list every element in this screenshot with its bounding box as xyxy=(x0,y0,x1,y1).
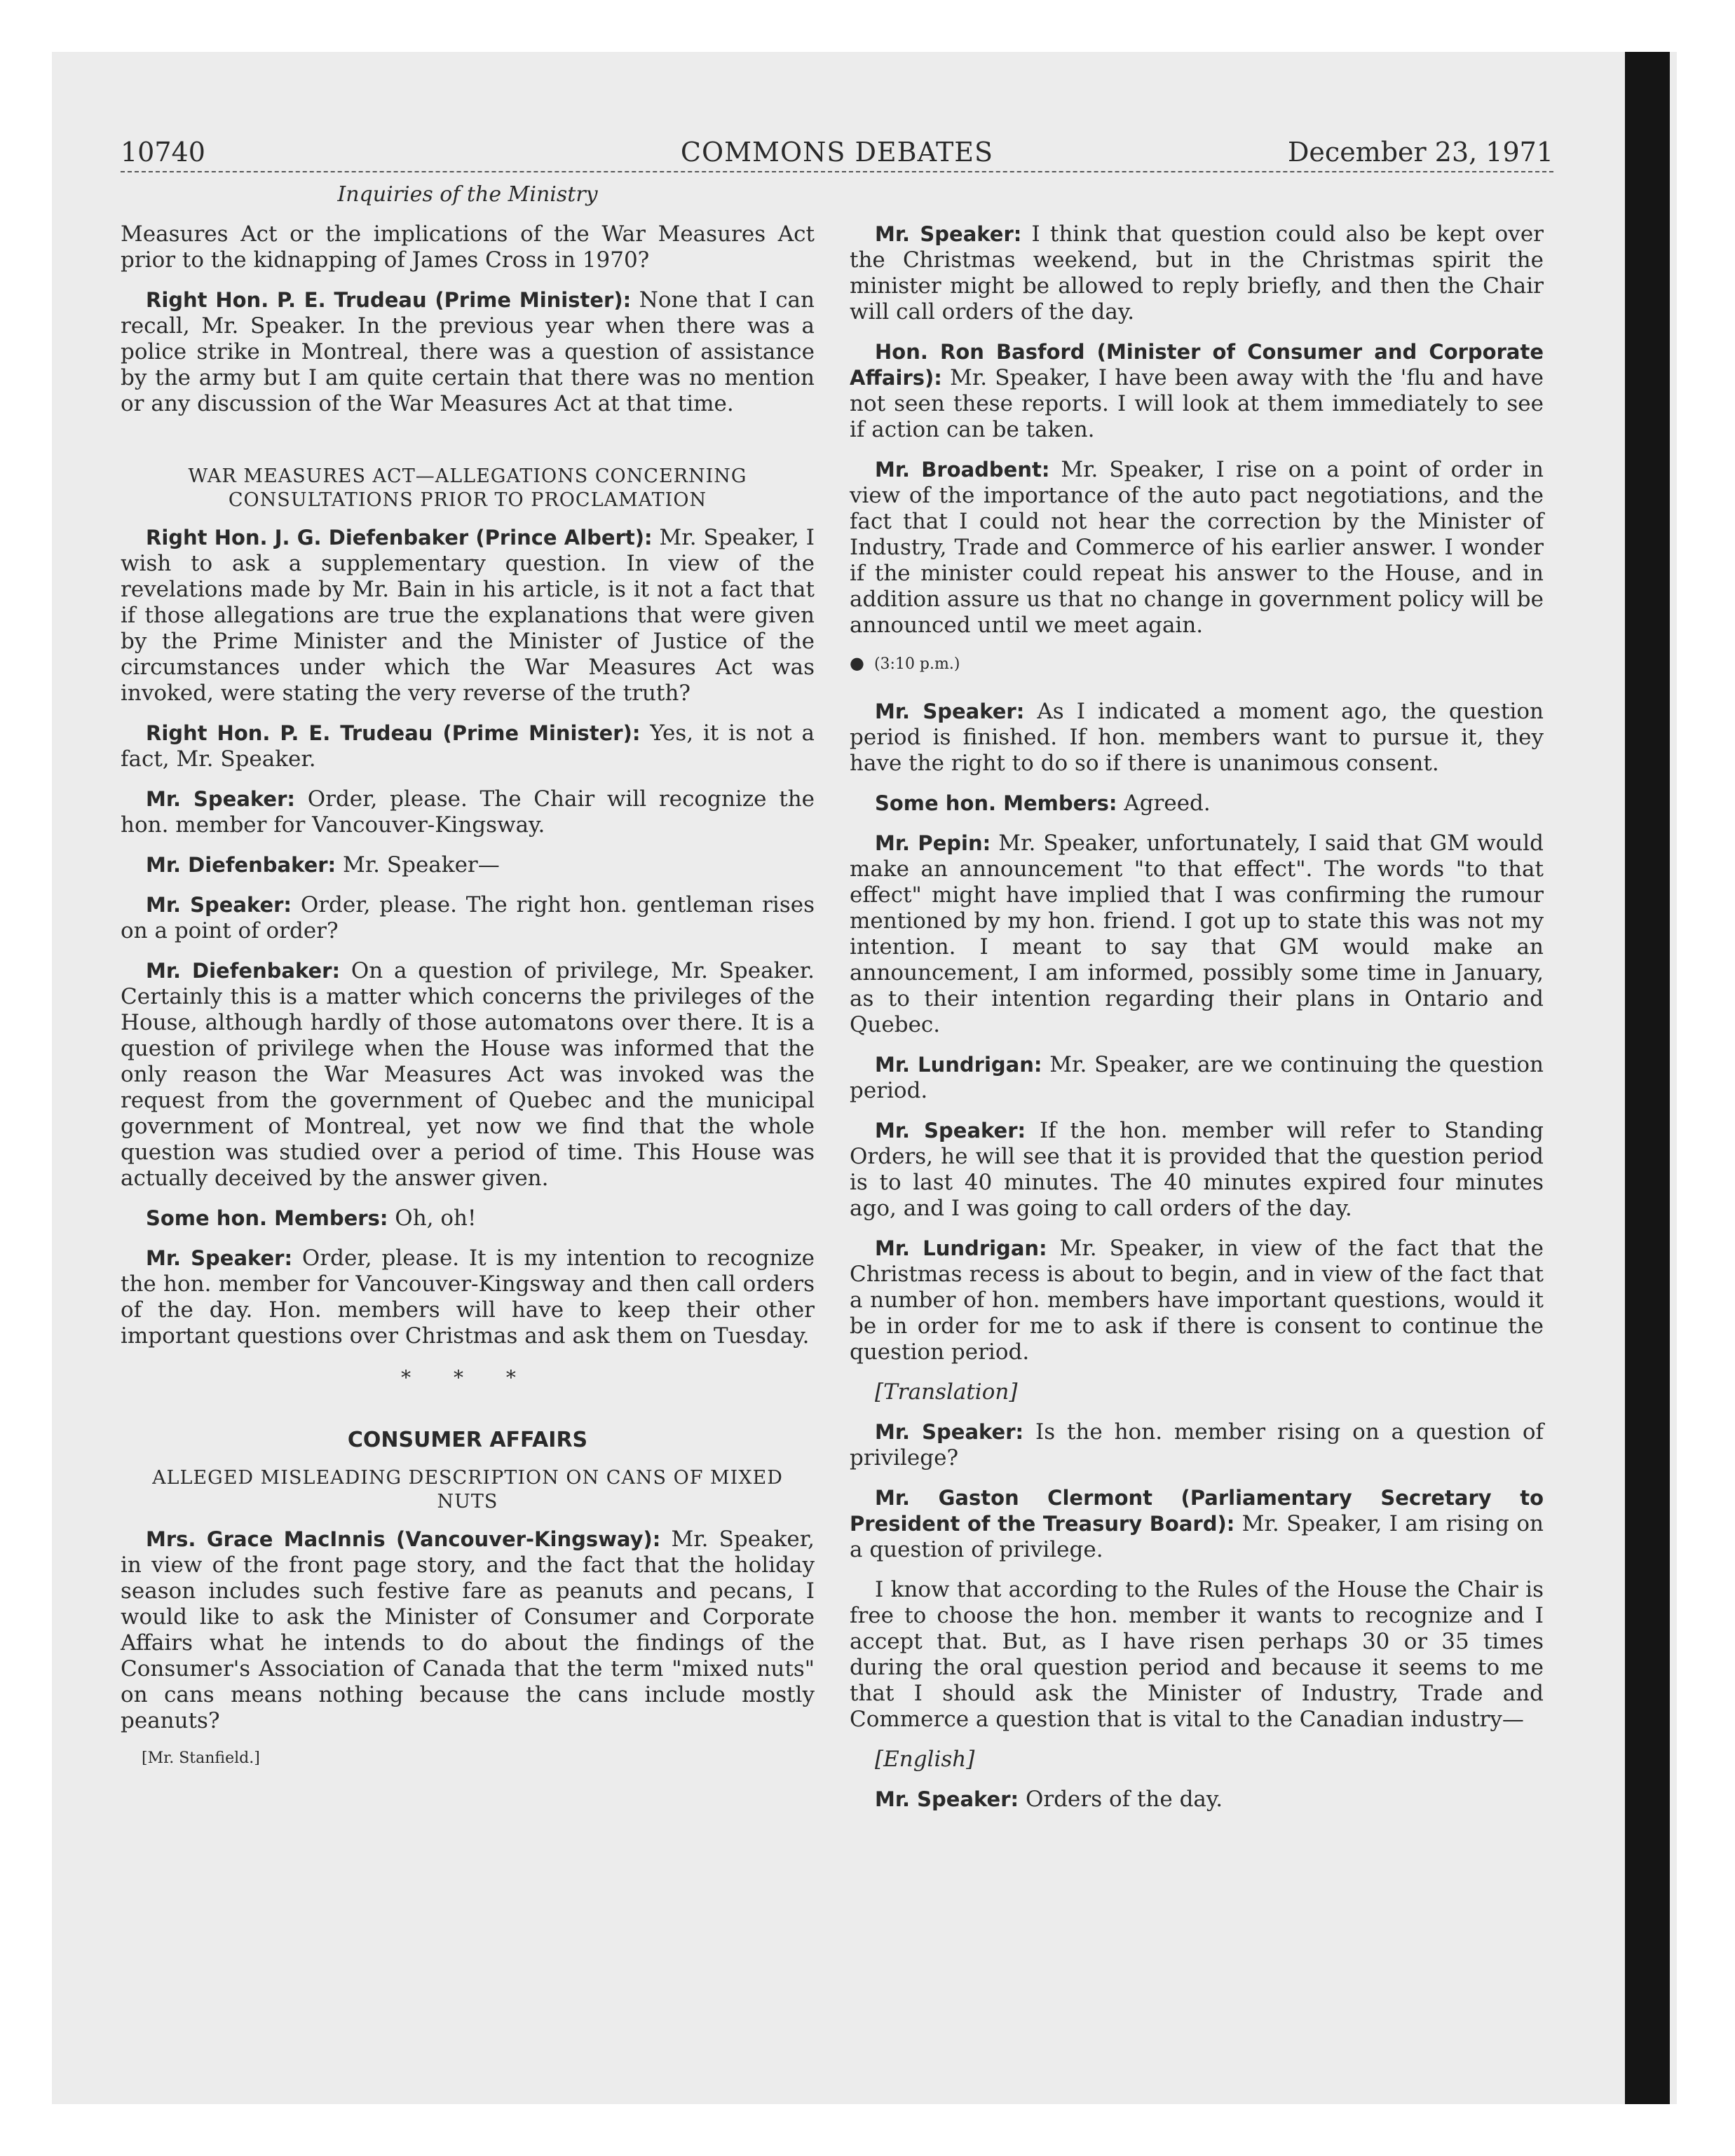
speaker-name: Right Hon. P. E. Trudeau (Prime Minister): xyxy=(146,288,632,312)
paragraph-text: I think that question could also be kept over the Christmas weekend, but in the Christmas spirit the minister might be allowed to reply briefly, and then the Chair will call orders of the day. xyxy=(850,221,1544,325)
paragraph xyxy=(850,1419,1544,1471)
paragraph xyxy=(850,1485,1544,1563)
paragraph xyxy=(850,1577,1544,1733)
paragraph-text: Is the hon. member rising on a question of privilege? xyxy=(850,1419,1544,1471)
speaker-name: Mr. Lundrigan: xyxy=(875,1053,1042,1077)
paragraph-text: Mr. Speaker, I rise on a point of order in view of the importance of the auto pact negotiations, and the fact that I could not hear the correction by the Minister of Industry, Trade and Commerce of his earlier answer. I wonder if the minister could repeat his answer to the House, and in addition assure us that no change in government policy will be announced until we meet again. xyxy=(850,457,1544,638)
speaker-name: Mr. Pepin: xyxy=(875,831,991,855)
paragraph xyxy=(850,221,1544,325)
language-tag: [Translation] xyxy=(875,1379,1018,1405)
speaker-name: Mr. Speaker: xyxy=(875,222,1022,246)
speaker-name: Mr. Speaker: xyxy=(146,787,295,811)
paragraph-text: Mr. Speaker, are we continuing the question period. xyxy=(850,1052,1544,1103)
speaker-name: Mr. Speaker: xyxy=(146,893,292,917)
left-column xyxy=(121,221,815,1769)
paragraph-text: Mr. Speaker, I am rising on a question of privilege. xyxy=(850,1511,1544,1562)
paragraph-text: None that I can recall, Mr. Speaker. In the previous year when there was a police strike in Montreal, there was a question of assistance by the army but I am quite certain that there was no mention or any discussion of the War Measures Act at that time. xyxy=(121,287,815,416)
speaker-name: Mr. Speaker: xyxy=(875,1787,1019,1811)
speaker-name: Mr. Diefenbaker: xyxy=(146,853,336,877)
paragraph-text: Mr. Speaker, unfortunately, I said that GM would make an announcement "to that effect". The words "to that effect" might have implied that I was confirming the rumour mentioned by my hon. friend. I got up to state this was not my intention. I meant to say that GM would make an announcement, I am informed, possibly some time in January, as to their intention regarding their plans in Ontario and Quebec. xyxy=(850,831,1544,1037)
paragraph xyxy=(850,1118,1544,1222)
speaker-name: Some hon. Members: xyxy=(146,1206,388,1230)
paragraph-text: Order, please. It is my intention to recognize the hon. member for Vancouver-Kingsway and then call orders of the day. Hon. members will have to keep their other important questions over Christmas and ask them on Tuesday. xyxy=(121,1246,815,1349)
paragraph xyxy=(850,457,1544,639)
speaker-name: Some hon. Members: xyxy=(875,791,1117,815)
paragraph xyxy=(850,1787,1544,1813)
running-head xyxy=(121,133,1553,172)
paragraph xyxy=(121,221,815,273)
paragraph xyxy=(121,1246,815,1349)
paragraph-text: I know that according to the Rules of the House the Chair is free to choose the hon. member it wants to recognize and I accept that. But, as I have risen perhaps 30 or 35 times during the oral question period and because it seems to me that I should ask the Minister of Industry, Trade and Commerce a question that is vital to the Canadian industry— xyxy=(850,1577,1544,1732)
right-column xyxy=(850,221,1544,1827)
section-heading: CONSUMER AFFAIRS xyxy=(347,1428,588,1452)
paragraph-text: Yes, it is not a fact, Mr. Speaker. xyxy=(121,721,815,772)
journal-title: COMMONS DEBATES xyxy=(680,137,994,168)
paragraph-text: Measures Act or the implications of the War Measures Act prior to the kidnapping of James Cross in 1970? xyxy=(121,221,815,273)
paragraph xyxy=(121,892,815,944)
section-label: Inquiries of the Ministry xyxy=(337,182,598,207)
speaker-name: Right Hon. P. E. Trudeau (Prime Minister): xyxy=(146,721,641,745)
speaker-name: Mr. Speaker: xyxy=(875,1119,1026,1142)
subsection-heading: WAR MEASURES ACT—ALLEGATIONS CONCERNING CONSULTATIONS PRIOR TO PROCLAMATION xyxy=(188,465,747,511)
speaker-name: Mr. Gaston Clermont (Parliamentary Secretary to President of the Treasury Board): xyxy=(850,1486,1544,1536)
paragraph-text: As I indicated a moment ago, the question period is finished. If hon. members want to pursue it, they have the right to do so if there is unanimous consent. xyxy=(850,699,1544,776)
speaker-name: Mr. Lundrigan: xyxy=(875,1236,1047,1260)
paragraph xyxy=(121,852,815,878)
paragraph xyxy=(121,786,815,838)
time-marker-text: (3:10 p.m.) xyxy=(873,655,960,673)
section-divider-stars: * * * xyxy=(401,1366,534,1389)
speaker-name: Mr. Speaker: xyxy=(146,1246,293,1270)
paragraph-text: Mr. Speaker, I have been away with the 'flu and have not seen these reports. I will look at them immediately to see if action can be taken. xyxy=(850,365,1544,442)
paragraph-text: Mr. Speaker— xyxy=(336,852,500,878)
page-number: 10740 xyxy=(121,137,205,168)
paragraph-text: Order, please. The Chair will recognize the hon. member for Vancouver-Kingsway. xyxy=(121,786,815,838)
speaker-name: Hon. Ron Basford (Minister of Consumer and Corporate Affairs): xyxy=(850,340,1544,390)
paragraph-text: Mr. Speaker, in view of the front page story, and the fact that the holiday season includes such festive fare as peanuts and pecans, I would like to ask the Minister of Consumer and Corporate Affairs what he intends to do about the findings of the Consumer's Association of Canada that the term "mixed nuts" on cans means nothing because the cans include mostly peanuts? xyxy=(121,1527,815,1733)
paragraph-text: Mr. Speaker, in view of the fact that the Christmas recess is about to begin, and in view of the fact that a number of hon. members have important questions, would it be in order for me to ask if there is consent to continue the question period. xyxy=(850,1236,1544,1365)
paragraph-text: Order, please. The right hon. gentleman rises on a point of order? xyxy=(121,892,815,943)
speaker-name: Mr. Speaker: xyxy=(875,700,1025,723)
paragraph-text: Orders of the day. xyxy=(1019,1787,1223,1812)
paragraph xyxy=(850,831,1544,1038)
speaker-name: Mr. Speaker: xyxy=(875,1420,1024,1444)
language-tag: [English] xyxy=(875,1747,975,1772)
page-reference: [Mr. Stanfield.] xyxy=(142,1749,260,1767)
paragraph-text: Agreed. xyxy=(1117,791,1211,816)
bullet-icon: ● xyxy=(850,653,864,673)
paragraph xyxy=(850,339,1544,443)
paragraph-text: Mr. Speaker, I wish to ask a supplementary question. In view of the revelations made by Mr. Bain in his article, is it not a fact that if those allegations are true the explanations that were given by the Prime Minister and the Minister of Justice of the circumstances under which the War Measures Act was invoked, were stating the very reverse of the truth? xyxy=(121,525,815,706)
paragraph-text: Oh, oh! xyxy=(388,1206,477,1231)
header-date: December 23, 1971 xyxy=(1287,137,1553,168)
paragraph xyxy=(850,791,1544,817)
speaker-name: Mrs. Grace MacInnis (Vancouver-Kingsway): xyxy=(146,1527,661,1551)
time-marker xyxy=(850,653,1544,675)
paragraph xyxy=(121,721,815,772)
paragraph xyxy=(121,958,815,1192)
subsection-heading: ALLEGED MISLEADING DESCRIPTION ON CANS OF MIXED NUTS xyxy=(152,1467,783,1513)
paragraph-text: If the hon. member will refer to Standing Orders, he will see that it is provided that the question period is to last 40 minutes. The 40 minutes expired four minutes ago, and I was going to call orders of the day. xyxy=(850,1118,1544,1221)
speaker-name: Mr. Diefenbaker: xyxy=(146,959,341,983)
paragraph xyxy=(121,1206,815,1231)
paragraph xyxy=(850,1236,1544,1365)
paragraph-text: On a question of privilege, Mr. Speaker. Certainly this is a matter which concerns the privileges of the House, although hardly of those automatons over there. It is a question of privilege when the House was informed that the only reason the War Measures Act was invoked was the request from the government of Quebec and the municipal government of Montreal, yet now we find that the whole question was studied over a period of time. This House was actually deceived by the answer given. xyxy=(121,958,815,1191)
paragraph xyxy=(121,1527,815,1734)
paragraph xyxy=(850,1052,1544,1104)
page-binding-edge xyxy=(1625,52,1670,2104)
speaker-name: Mr. Broadbent: xyxy=(875,458,1050,482)
speaker-name: Right Hon. J. G. Diefenbaker (Prince Albert): xyxy=(146,526,653,550)
paragraph xyxy=(850,699,1544,777)
paragraph xyxy=(121,525,815,707)
paragraph xyxy=(121,287,815,417)
